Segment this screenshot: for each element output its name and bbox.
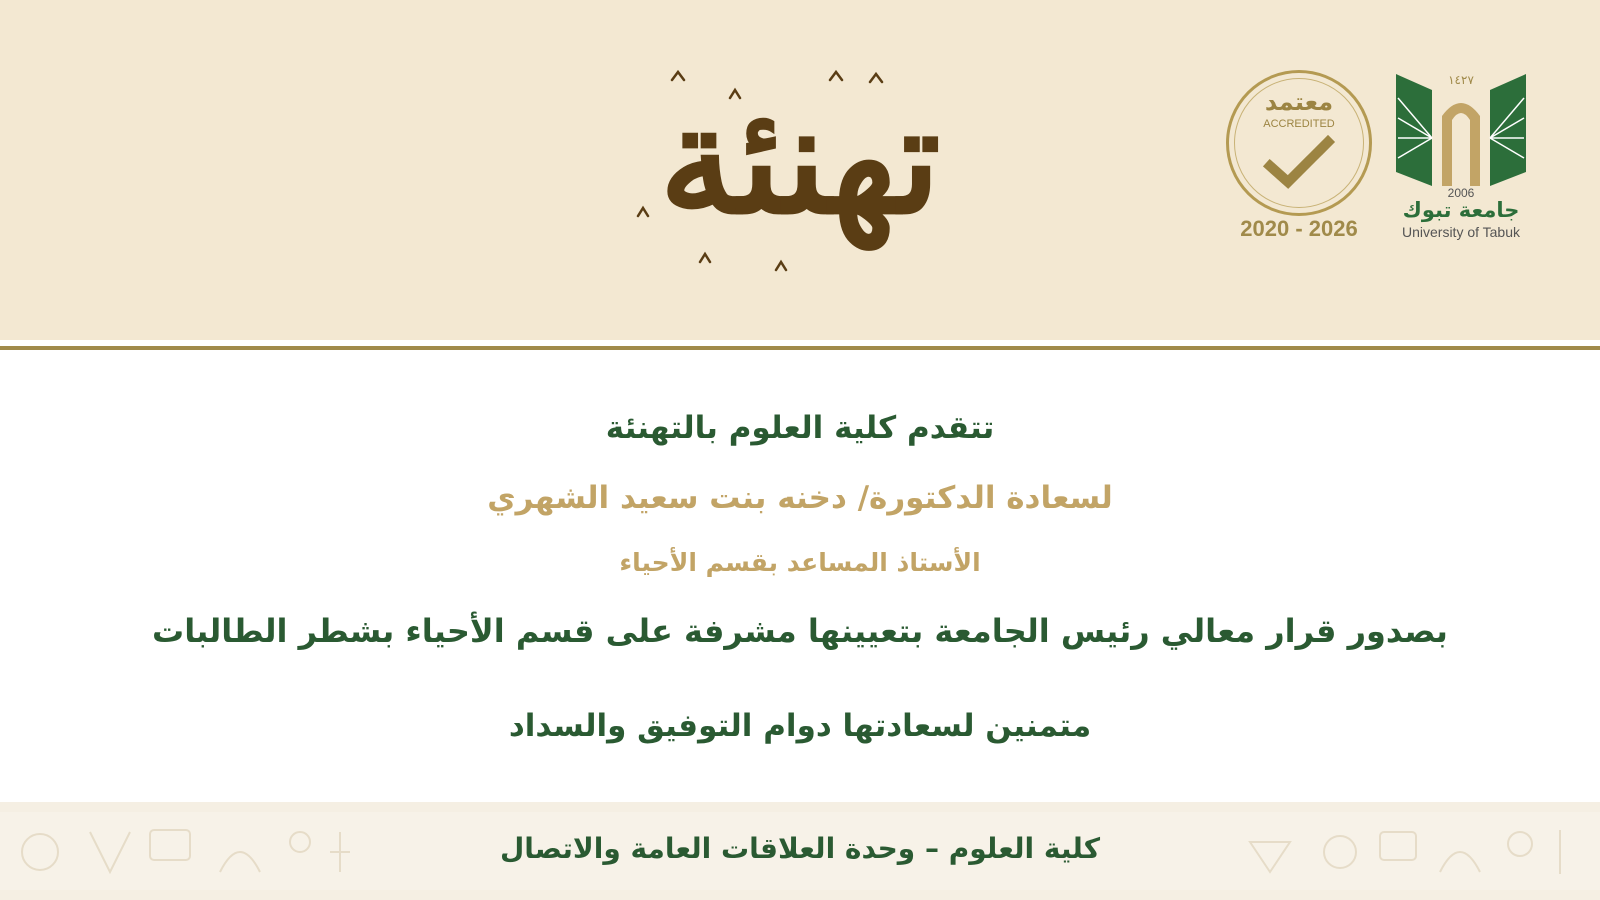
founded-year: 2006 bbox=[1447, 186, 1475, 200]
university-arabic-name: جامعة تبوك bbox=[1402, 198, 1520, 222]
seal-arabic-label: معتمد bbox=[1264, 88, 1334, 116]
checkmark-icon bbox=[1262, 132, 1336, 192]
university-english-name: University of Tabuk bbox=[1401, 224, 1520, 240]
recipient-position: الأستاذ المساعد بقسم الأحياء bbox=[619, 548, 981, 577]
page-title: تهنئة bbox=[659, 72, 941, 248]
university-logo bbox=[1392, 68, 1532, 243]
appointment-announcement: بصدور قرار معالي رئيس الجامعة بتعيينها مشرفة على قسم الأحياء بشطر الطالبات bbox=[152, 612, 1448, 650]
closing-wish: متمنين لسعادتها دوام التوفيق والسداد bbox=[508, 708, 1092, 744]
congratulation-intro: تتقدم كلية العلوم بالتهنئة bbox=[605, 410, 995, 446]
recipient-name: لسعادة الدكتورة/ دخنه بنت سعيد الشهري bbox=[487, 480, 1113, 516]
accreditation-seal bbox=[1226, 70, 1378, 245]
footer-credit: كلية العلوم – وحدة العلاقات العامة والاتصال bbox=[500, 832, 1100, 865]
seal-english-label: ACCREDITED bbox=[1263, 118, 1335, 130]
accreditation-years: 2020 - 2026 bbox=[1240, 216, 1358, 241]
university-emblem-icon bbox=[1392, 68, 1530, 186]
hijri-year: ١٤٢٧ bbox=[1448, 73, 1474, 87]
